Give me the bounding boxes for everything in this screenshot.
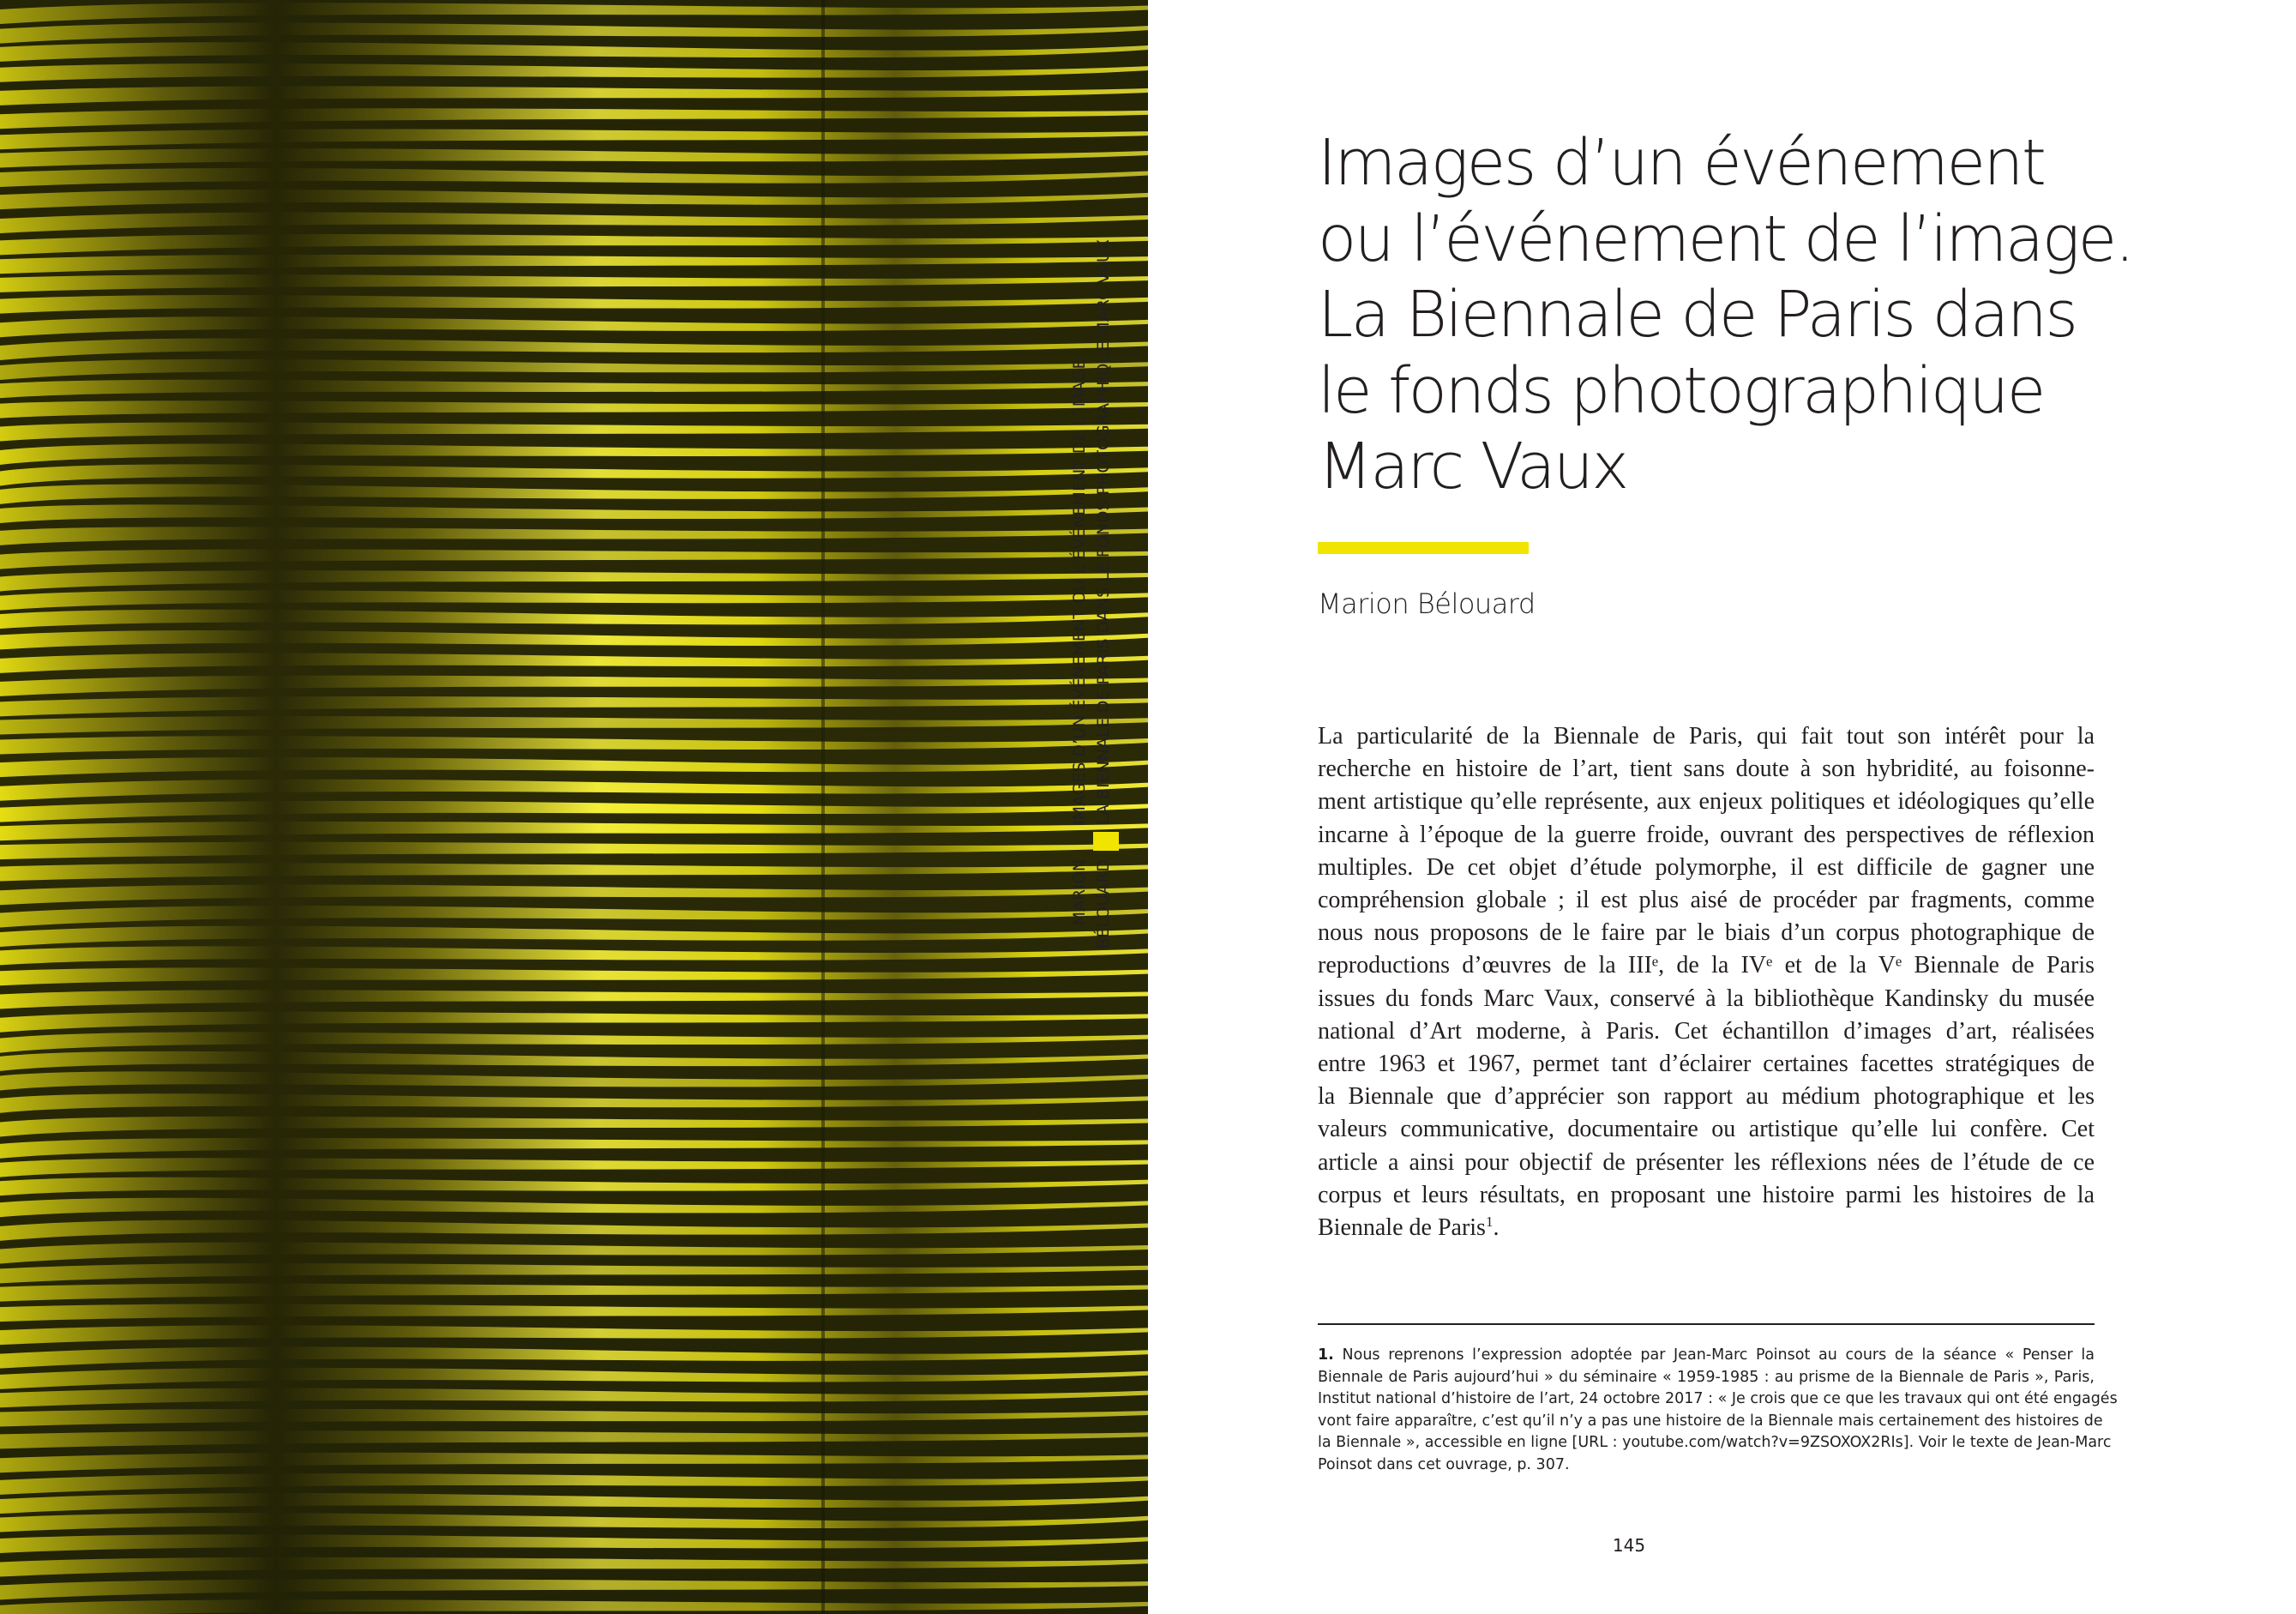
- footnote: [1318, 1345, 2118, 1476]
- footnote-line: Institut national d’histoire de l’art, 24 octobre 2017 : « Je crois que ce que les travaux qui ont été engagés: [1318, 1390, 2118, 1407]
- running-header-author-line: MARION: [1070, 859, 1089, 926]
- footnote-line: la Biennale », accessible en ligne [URL : youtube.com/watch?v=9ZSOXOX2RIs]. Voir le texte de Jean-Marc: [1318, 1434, 2112, 1451]
- abstract-line: [1318, 1212, 2095, 1244]
- abstract-line: reproductions d’œuvres de la IIIᵉ, de la IVᵉ et de la Vᵉ Biennale de Paris: [1318, 952, 2095, 979]
- article-page: [1148, 0, 2296, 1614]
- running-header-author: [1067, 859, 1115, 962]
- abstract-last-text: Biennale de Paris: [1318, 1214, 1486, 1242]
- footnote-number: 1.: [1318, 1346, 1334, 1364]
- footnote-separator: [1318, 1323, 2095, 1325]
- abstract-line: entre 1963 et 1967, permet tant d’éclairer certaines facettes stratégiques de: [1318, 1051, 2095, 1078]
- abstract-line: national d’Art moderne, à Paris. Cet échantillon d’images d’art, réalisées: [1318, 1017, 2095, 1045]
- running-header: [1064, 19, 1119, 962]
- abstract-line: corpus et leurs résultats, en proposant une histoire parmi les histoires de la: [1318, 1181, 2095, 1208]
- footnote-line: vont faire apparaître, c’est qu’il n’y a pas une histoire de la Biennale mais certainement des histoires de: [1318, 1412, 2103, 1430]
- title-line: Images d’un événement: [1318, 126, 2045, 200]
- running-header-title-line: LA BIENNALE DE PARIS DANS LE FONDS PHOTOGRAPHIQUE MARC VAUX: [1094, 239, 1113, 825]
- running-header-accent-bar: [1093, 832, 1119, 851]
- abstract-line: valeurs communicative, documentaire ou artistique qu’elle lui confère. Cet: [1318, 1116, 2095, 1143]
- footnote-line: [1318, 1345, 2095, 1367]
- abstract-line: ment artistique qu’elle représente, aux enjeux politiques et idéologiques qu’elle: [1318, 788, 2095, 816]
- title-line: ou l’événement de l’image.: [1318, 202, 2133, 276]
- title-line: La Biennale de Paris dans: [1318, 278, 2077, 352]
- footnote-reference-link[interactable]: 1: [1485, 1214, 1494, 1231]
- abstract-line: article a ainsi pour objectif de présenter les réflexions nées de l’étude de ce: [1318, 1148, 2095, 1176]
- article-author: Marion Bélouard: [1318, 587, 1536, 620]
- running-header-title-line: IMAGES D’UN ÉVÉNEMENT OU L’ÉVÉNEMENT DE L’IMAGE.: [1070, 353, 1089, 825]
- footnote-line: Poinsot dans cet ouvrage, p. 307.: [1318, 1455, 1570, 1473]
- abstract-line: multiples. De cet objet d’étude polymorphe, il est difficile de gagner une: [1318, 853, 2095, 881]
- page-number: 145: [1612, 1535, 1646, 1556]
- running-header-title: [1067, 239, 1115, 825]
- title-line: Marc Vaux: [1318, 430, 1627, 503]
- footnote-text: Nous reprenons l’expression adoptée par Jean-Marc Poinsot au cours de la séance « Penser la: [1342, 1346, 2095, 1364]
- abstract-line: incarne à l’époque de la guerre froide, ouvrant des perspectives de réflexion: [1318, 821, 2095, 848]
- article-abstract: [1318, 720, 2095, 1244]
- abstract-line: nous nous proposons de le faire par le biais d’un corpus photographique de: [1318, 919, 2095, 947]
- abstract-line: issues du fonds Marc Vaux, conservé à la bibliothèque Kandinsky du musée: [1318, 985, 2095, 1012]
- article-title: [1318, 125, 2133, 505]
- title-accent-rule: [1318, 542, 1529, 554]
- abstract-line: recherche en histoire de l’art, tient sans doute à son hybridité, au foisonne-: [1318, 756, 2095, 783]
- running-header-author-line: BÉLOUARD: [1094, 859, 1113, 949]
- abstract-end-period: .: [1493, 1214, 1500, 1242]
- title-line: le fonds photographique: [1318, 353, 2044, 428]
- abstract-line: La particularité de la Biennale de Paris, qui fait tout son intérêt pour la: [1318, 723, 2095, 750]
- abstract-line: compréhension globale ; il est plus aisé de procéder par fragments, comme: [1318, 887, 2095, 914]
- footnote-line: Biennale de Paris aujourd’hui » du séminaire « 1959-1985 : au prisme de la Biennale de Paris », Paris,: [1318, 1368, 2095, 1386]
- abstract-line: la Biennale que d’apprécier son rapport au médium photographique et les: [1318, 1083, 2095, 1111]
